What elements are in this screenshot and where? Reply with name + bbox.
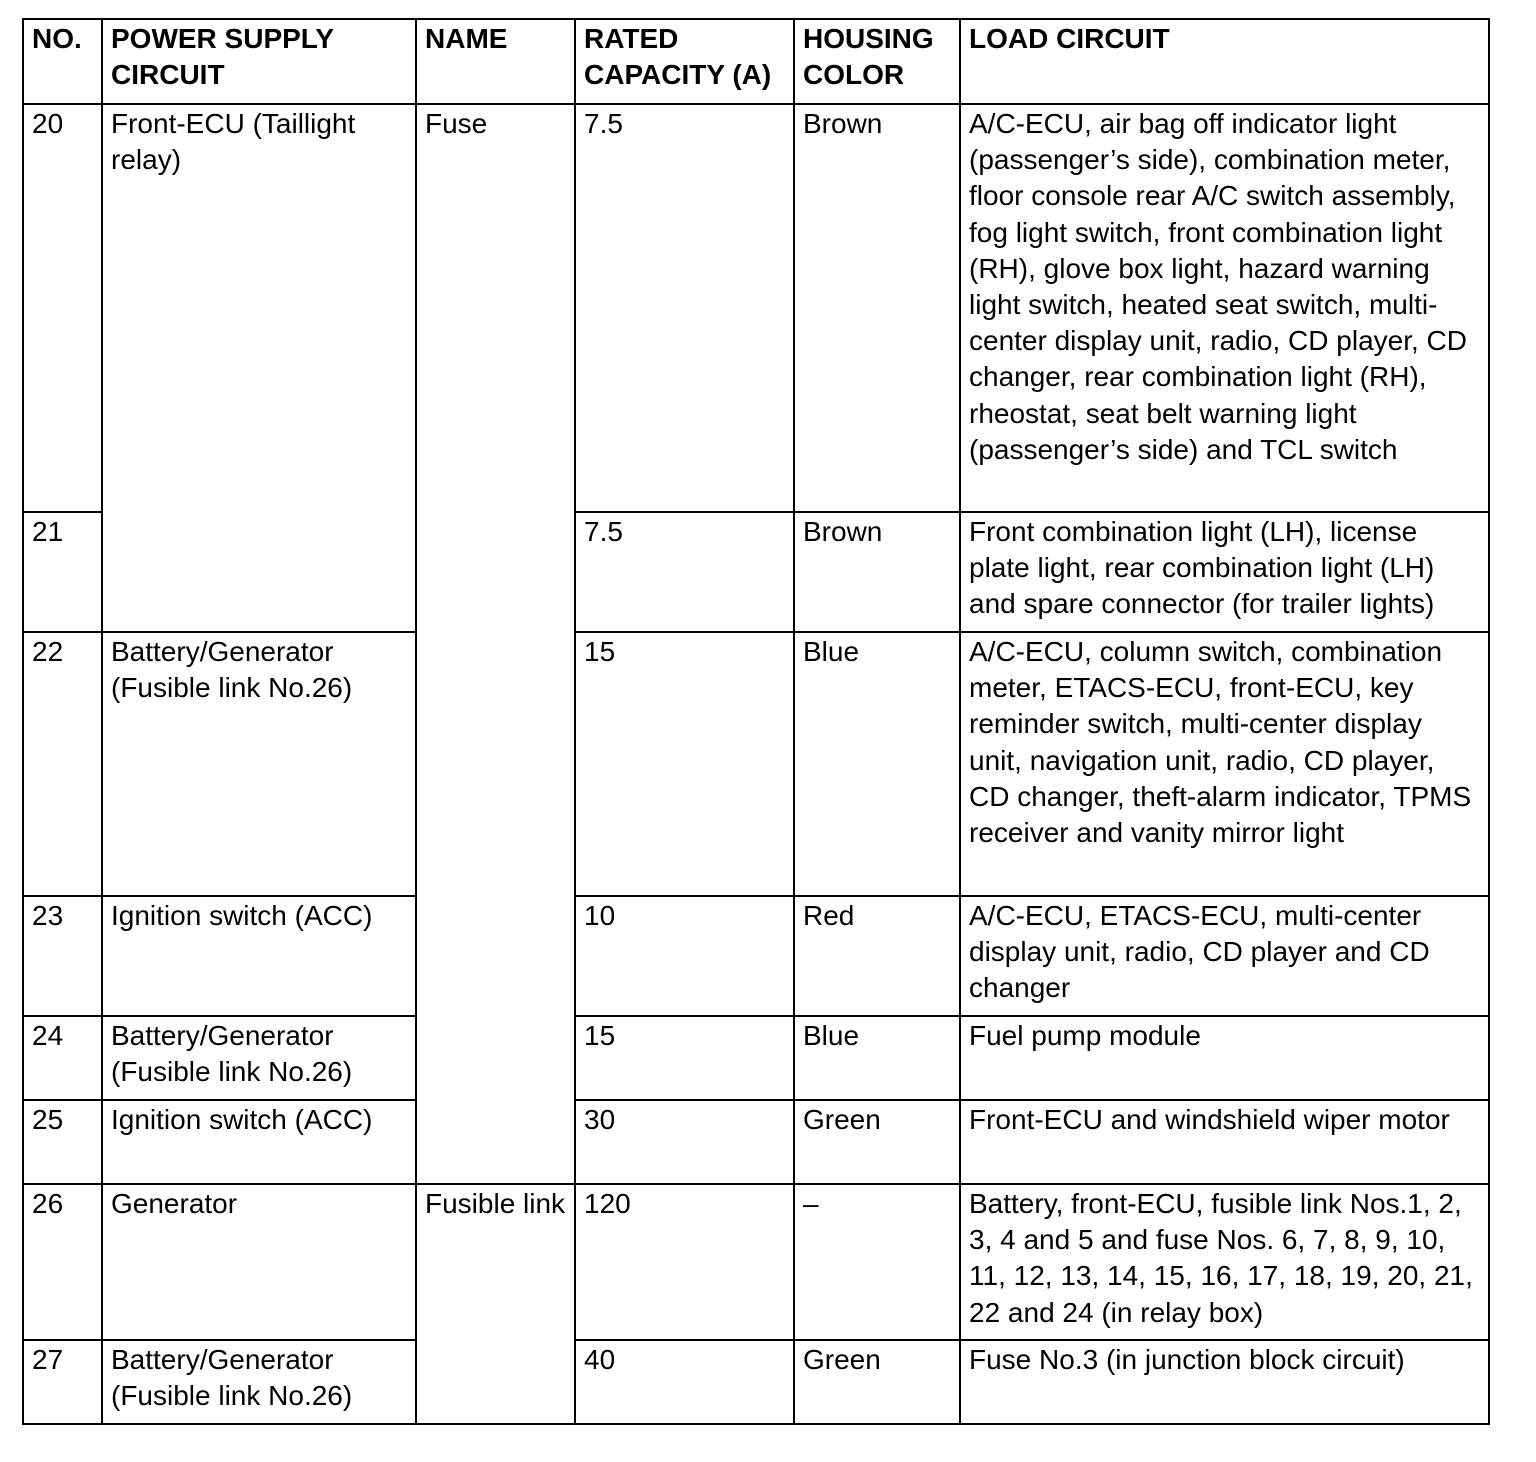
header-no: NO.: [23, 19, 102, 104]
cell-housing-color: Blue: [794, 632, 960, 896]
header-load-circuit: LOAD CIRCUIT: [960, 19, 1489, 104]
cell-capacity: 40: [575, 1340, 794, 1424]
cell-load-circuit: A/C-ECU, air bag off indicator light (passenger’s side), combination meter, floor console rear A/C switch assembly, fog light switch, front combination light (RH), glove box light, hazard warning light switch, heated seat switch, multi-center display unit, radio, CD player, CD changer, rear combination light (RH), rheostat, seat belt warning light (passenger’s side) and TCL switch: [960, 104, 1489, 512]
cell-power-supply: Ignition switch (ACC): [102, 1100, 416, 1184]
cell-name: Fusible link: [416, 1184, 575, 1424]
cell-capacity: 120: [575, 1184, 794, 1340]
cell-no: 22: [23, 632, 102, 896]
cell-housing-color: Brown: [794, 512, 960, 632]
cell-no: 27: [23, 1340, 102, 1424]
cell-load-circuit: Front-ECU and windshield wiper motor: [960, 1100, 1489, 1184]
cell-load-circuit: A/C-ECU, column switch, combination meter, ETACS-ECU, front-ECU, key reminder switch, multi-center display unit, navigation unit, radio, CD player, CD changer, theft-alarm indicator, TPMS receiver and vanity mirror light: [960, 632, 1489, 896]
cell-housing-color: Red: [794, 896, 960, 1016]
cell-housing-color: –: [794, 1184, 960, 1340]
cell-load-circuit: Battery, front-ECU, fusible link Nos.1, 2, 3, 4 and 5 and fuse Nos. 6, 7, 8, 9, 10, 11, 12, 13, 14, 15, 16, 17, 18, 19, 20, 21, 22 and 24 (in relay box): [960, 1184, 1489, 1340]
table-row: [23, 1100, 1489, 1184]
cell-load-circuit: A/C-ECU, ETACS-ECU, multi-center display unit, radio, CD player and CD changer: [960, 896, 1489, 1016]
cell-housing-color: Green: [794, 1340, 960, 1424]
table-row: [23, 104, 1489, 512]
cell-power-supply: Battery/Generator (Fusible link No.26): [102, 632, 416, 896]
table-row: [23, 1016, 1489, 1100]
cell-power-supply: Battery/Generator (Fusible link No.26): [102, 1016, 416, 1100]
cell-power-supply: Generator: [102, 1184, 416, 1340]
cell-capacity: 15: [575, 1016, 794, 1100]
table-row: [23, 1340, 1489, 1424]
cell-capacity: 10: [575, 896, 794, 1016]
table-row: [23, 1184, 1489, 1340]
cell-name: Fuse: [416, 104, 575, 1184]
cell-load-circuit: Fuel pump module: [960, 1016, 1489, 1100]
cell-no: 26: [23, 1184, 102, 1340]
cell-housing-color: Blue: [794, 1016, 960, 1100]
header-name: NAME: [416, 19, 575, 104]
table-header-row: [23, 19, 1489, 104]
cell-power-supply: Front-ECU (Taillight relay): [102, 104, 416, 632]
cell-housing-color: Brown: [794, 104, 960, 512]
header-power-supply-circuit: POWER SUPPLY CIRCUIT: [102, 19, 416, 104]
cell-capacity: 7.5: [575, 104, 794, 512]
table-row: [23, 896, 1489, 1016]
cell-capacity: 7.5: [575, 512, 794, 632]
cell-load-circuit: Fuse No.3 (in junction block circuit): [960, 1340, 1489, 1424]
cell-no: 20: [23, 104, 102, 512]
cell-no: 23: [23, 896, 102, 1016]
cell-no: 25: [23, 1100, 102, 1184]
cell-load-circuit: Front combination light (LH), license plate light, rear combination light (LH) and spare connector (for trailer lights): [960, 512, 1489, 632]
fuse-relay-table: [22, 18, 1490, 1425]
header-rated-capacity: RATED CAPACITY (A): [575, 19, 794, 104]
cell-capacity: 30: [575, 1100, 794, 1184]
cell-no: 24: [23, 1016, 102, 1100]
cell-no: 21: [23, 512, 102, 632]
cell-power-supply: Battery/Generator (Fusible link No.26): [102, 1340, 416, 1424]
table-row: [23, 632, 1489, 896]
cell-housing-color: Green: [794, 1100, 960, 1184]
cell-power-supply: Ignition switch (ACC): [102, 896, 416, 1016]
cell-capacity: 15: [575, 632, 794, 896]
header-housing-color: HOUSING COLOR: [794, 19, 960, 104]
